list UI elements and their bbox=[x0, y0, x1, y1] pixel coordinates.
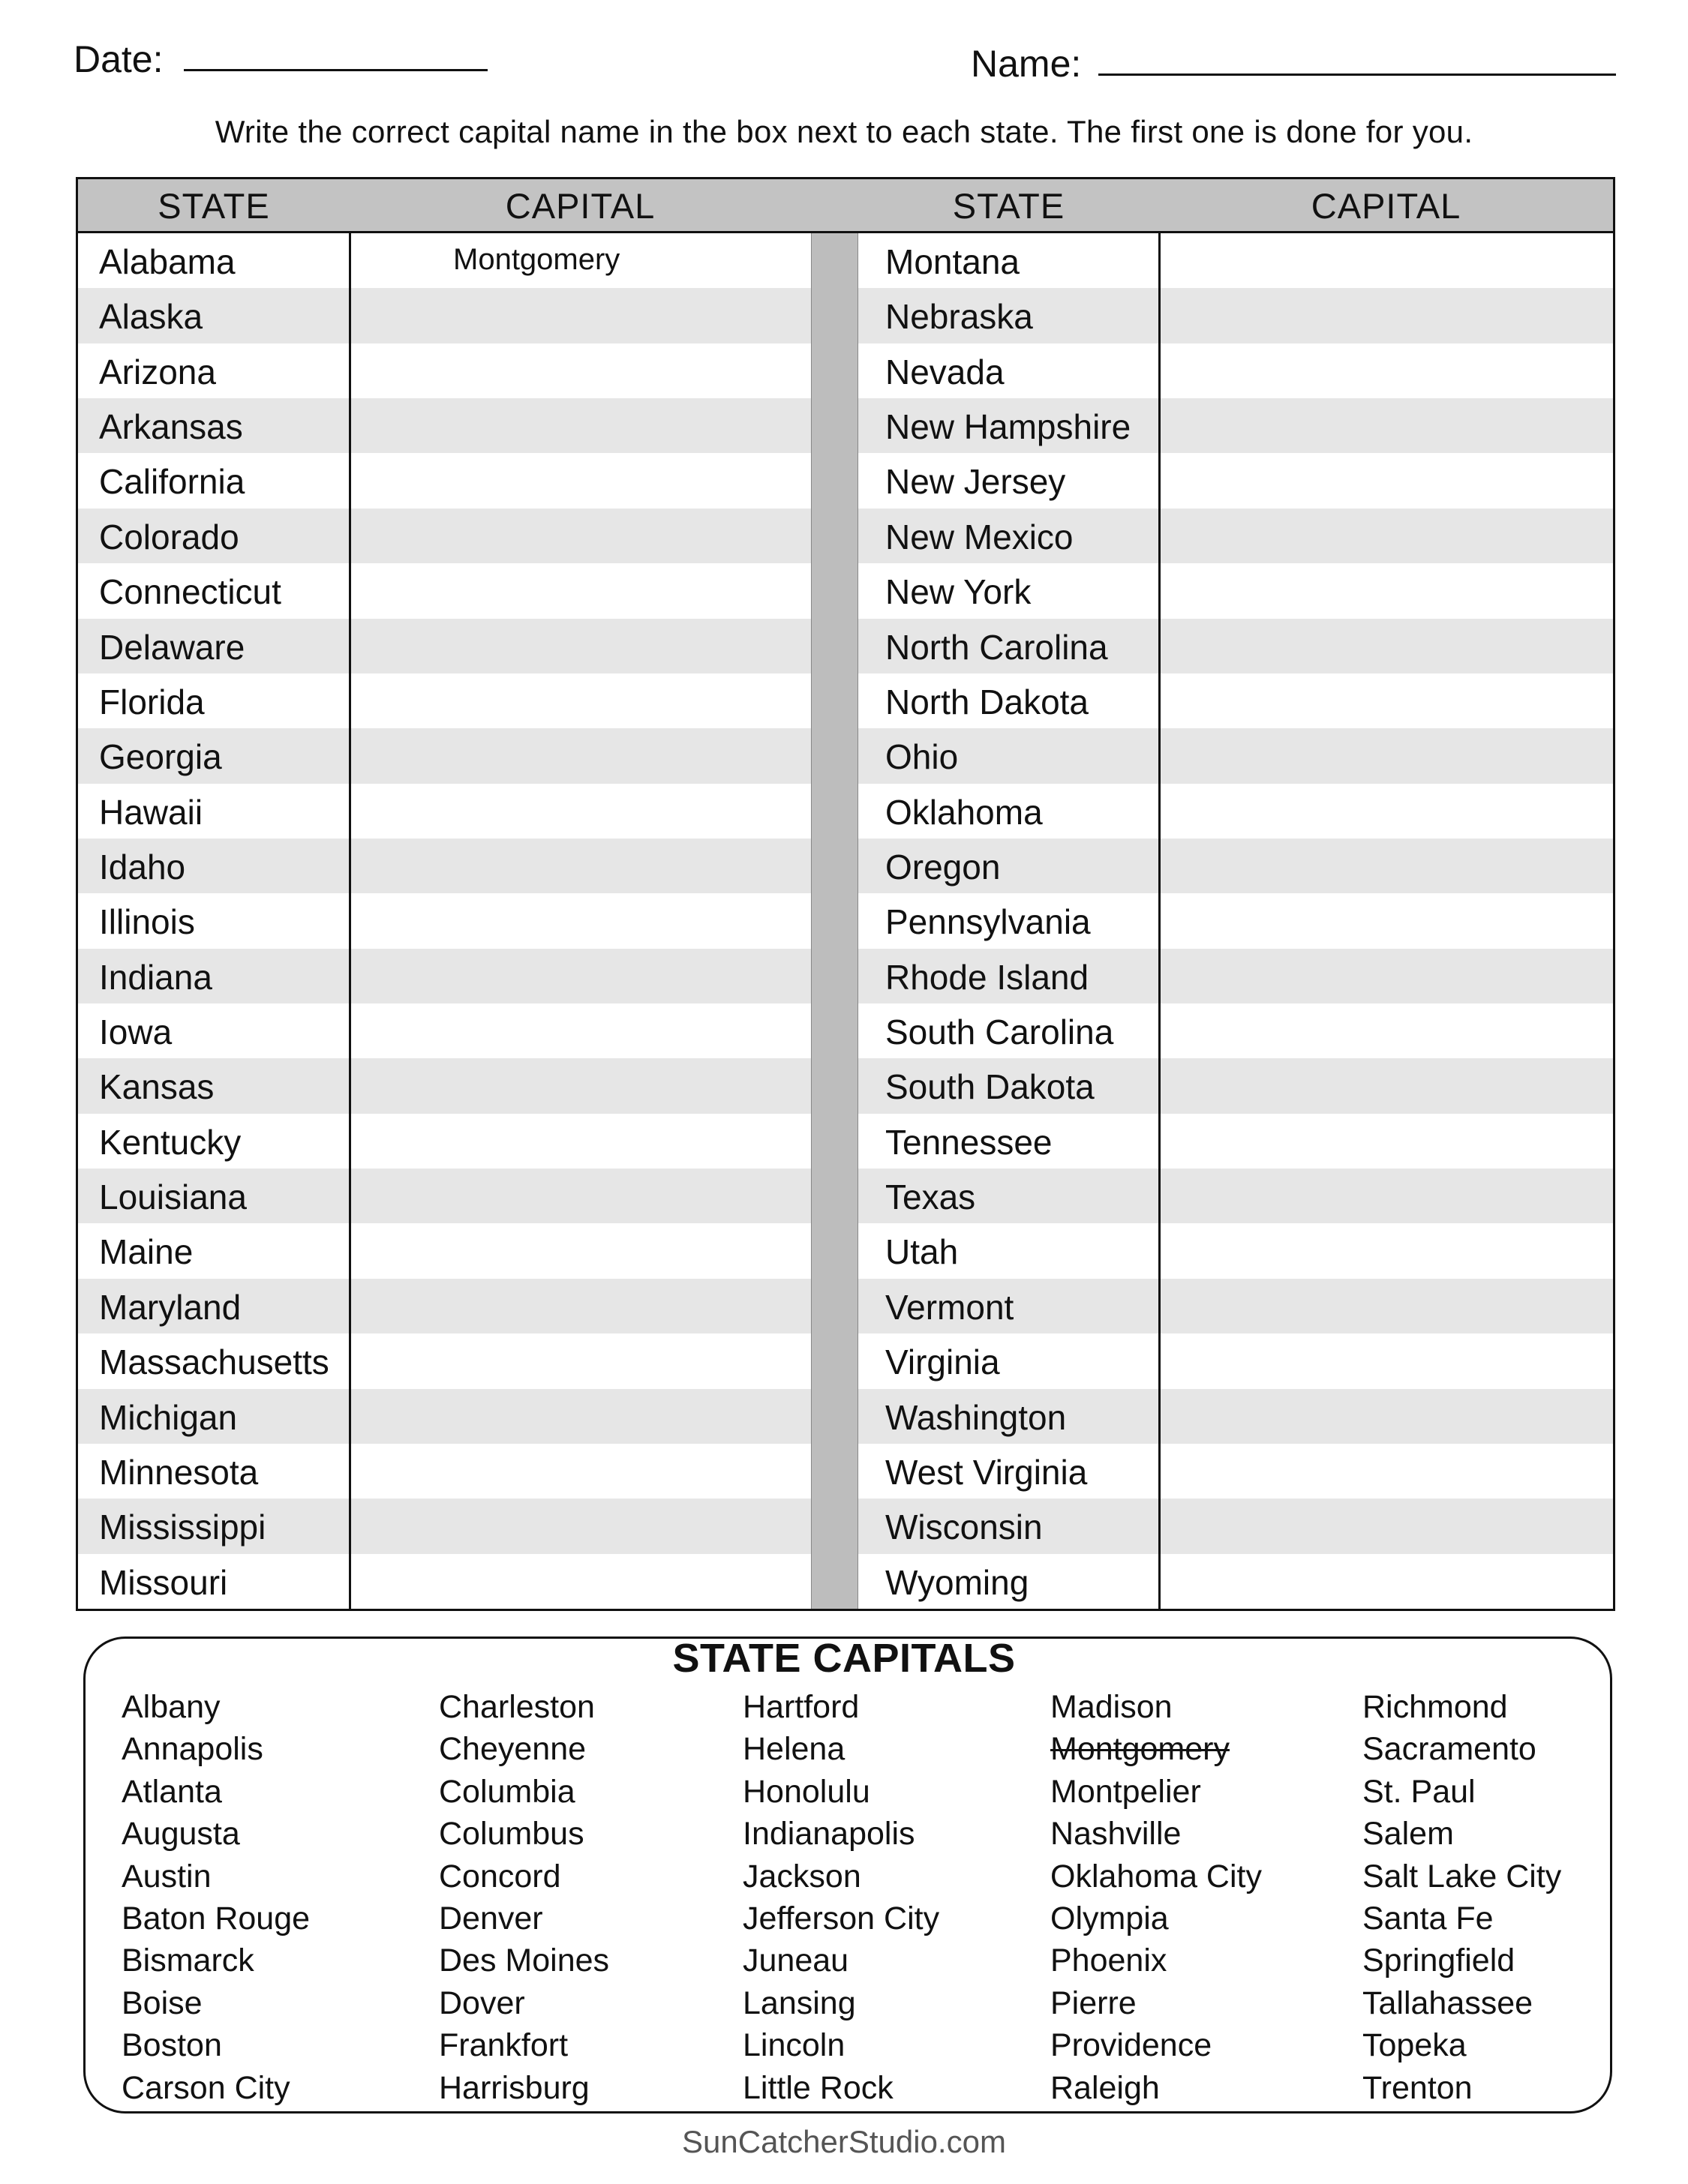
word-bank-item: St. Paul bbox=[1362, 1773, 1476, 1810]
table-row bbox=[78, 893, 811, 948]
table-row bbox=[858, 1554, 1613, 1609]
word-bank-item: Juneau bbox=[743, 1942, 849, 1979]
state-name: Maine bbox=[99, 1232, 194, 1272]
word-bank-column bbox=[439, 1686, 609, 2109]
state-name: California bbox=[99, 462, 245, 502]
state-name: Ohio bbox=[885, 737, 959, 777]
table-row bbox=[78, 1114, 811, 1168]
state-name: Alabama bbox=[99, 242, 236, 281]
table-row bbox=[78, 1389, 811, 1444]
word-bank-item: Columbus bbox=[439, 1816, 584, 1852]
column-header-capital-right: CAPITAL bbox=[1311, 186, 1461, 226]
state-name: Idaho bbox=[99, 847, 186, 886]
word-bank-item: Atlanta bbox=[122, 1773, 222, 1810]
state-name: Iowa bbox=[99, 1012, 173, 1052]
word-bank-column bbox=[122, 1686, 310, 2109]
word-bank-item: Frankfort bbox=[439, 2027, 569, 2064]
table-row bbox=[78, 728, 811, 783]
column-divider bbox=[1158, 233, 1161, 1609]
word-bank-item: Baton Rouge bbox=[122, 1900, 311, 1936]
state-name: Oklahoma bbox=[885, 792, 1043, 832]
table-row bbox=[78, 838, 811, 893]
table-row bbox=[858, 619, 1613, 674]
state-name: Montana bbox=[885, 242, 1020, 281]
state-name: Nevada bbox=[885, 352, 1005, 392]
table-row bbox=[78, 508, 811, 563]
column-header-state-right: STATE bbox=[952, 186, 1065, 226]
state-name: Illinois bbox=[99, 902, 195, 942]
table-row bbox=[858, 1004, 1613, 1058]
table-row bbox=[78, 344, 811, 398]
state-name: Indiana bbox=[99, 957, 212, 997]
word-bank-item: Olympia bbox=[1050, 1900, 1169, 1936]
state-name: Massachusetts bbox=[99, 1342, 329, 1382]
state-name: Minnesota bbox=[99, 1452, 259, 1492]
name-input-line[interactable] bbox=[1098, 74, 1616, 76]
state-name: Oregon bbox=[885, 847, 1001, 886]
capital-answer-box[interactable]: Montgomery bbox=[453, 243, 620, 276]
word-bank-item: Honolulu bbox=[743, 1773, 870, 1810]
state-name: Kansas bbox=[99, 1067, 215, 1107]
word-bank-item: Salem bbox=[1362, 1816, 1454, 1852]
state-name: Nebraska bbox=[885, 297, 1033, 337]
state-name: Utah bbox=[885, 1232, 959, 1272]
word-bank-item: Tallahassee bbox=[1362, 1984, 1533, 2021]
date-label: Date: bbox=[74, 38, 164, 80]
word-bank-item: Raleigh bbox=[1050, 2069, 1160, 2106]
table-row bbox=[78, 398, 811, 453]
table-row bbox=[78, 563, 811, 618]
word-bank-item: Augusta bbox=[122, 1816, 240, 1852]
state-name: New Hampshire bbox=[885, 407, 1131, 447]
table-row bbox=[78, 1554, 811, 1609]
table-row bbox=[858, 398, 1613, 453]
table-row bbox=[858, 1498, 1613, 1553]
right-state-list bbox=[858, 233, 1613, 1609]
name-label: Name: bbox=[971, 43, 1082, 85]
state-name: Florida bbox=[99, 682, 205, 722]
state-capital-table bbox=[76, 177, 1615, 1611]
word-bank-item: Cheyenne bbox=[439, 1731, 587, 1768]
column-header-capital-left: CAPITAL bbox=[505, 186, 656, 226]
word-bank-column bbox=[1362, 1686, 1561, 2109]
table-row bbox=[78, 1058, 811, 1113]
state-name: Pennsylvania bbox=[885, 902, 1091, 942]
state-name: Texas bbox=[885, 1178, 976, 1217]
state-name: Wisconsin bbox=[885, 1508, 1043, 1547]
state-name: Colorado bbox=[99, 517, 239, 556]
table-row bbox=[858, 728, 1613, 783]
state-name: Connecticut bbox=[99, 572, 281, 612]
table-gutter bbox=[811, 233, 858, 1609]
state-name: Washington bbox=[885, 1397, 1067, 1437]
table-row bbox=[858, 784, 1613, 838]
word-bank-item: Austin bbox=[122, 1858, 212, 1894]
state-name: New Mexico bbox=[885, 517, 1074, 556]
word-bank-item: Madison bbox=[1050, 1689, 1173, 1725]
word-bank-title: STATE CAPITALS bbox=[672, 1636, 1016, 1681]
word-bank-item: Jefferson City bbox=[743, 1900, 940, 1936]
state-name: Vermont bbox=[885, 1287, 1014, 1327]
table-row bbox=[858, 344, 1613, 398]
state-name: Arkansas bbox=[99, 407, 243, 447]
word-bank-item: Topeka bbox=[1362, 2027, 1467, 2064]
word-bank-column bbox=[1050, 1686, 1262, 2109]
table-row bbox=[858, 1444, 1613, 1498]
instructions: Write the correct capital name in the box next to each state. The first one is done for you. bbox=[215, 114, 1473, 149]
table-row bbox=[858, 1389, 1613, 1444]
word-bank-item: Phoenix bbox=[1050, 1942, 1167, 1979]
state-name: North Dakota bbox=[885, 682, 1089, 722]
table-row bbox=[78, 619, 811, 674]
state-name: Rhode Island bbox=[885, 957, 1089, 997]
table-row bbox=[78, 1334, 811, 1388]
table-row bbox=[858, 288, 1613, 343]
word-bank-item: Columbia bbox=[439, 1773, 575, 1810]
word-bank-item: Concord bbox=[439, 1858, 561, 1894]
word-bank-item: Jackson bbox=[743, 1858, 861, 1894]
state-name: Virginia bbox=[885, 1342, 1000, 1382]
word-bank-item: Salt Lake City bbox=[1362, 1858, 1562, 1894]
table-row bbox=[78, 453, 811, 508]
word-bank-item: Little Rock bbox=[743, 2069, 894, 2106]
state-name: Georgia bbox=[99, 737, 222, 777]
state-name: Delaware bbox=[99, 627, 245, 667]
state-name: North Carolina bbox=[885, 627, 1108, 667]
table-row bbox=[858, 453, 1613, 508]
word-bank-column bbox=[743, 1686, 939, 2109]
state-name: Tennessee bbox=[885, 1122, 1053, 1162]
word-bank-item: Harrisburg bbox=[439, 2069, 590, 2106]
table-row bbox=[858, 508, 1613, 563]
table-row bbox=[78, 784, 811, 838]
date-input-line[interactable] bbox=[184, 69, 488, 71]
state-name: New York bbox=[885, 572, 1032, 612]
state-name: Maryland bbox=[99, 1287, 242, 1327]
table-row bbox=[78, 1223, 811, 1278]
footer-site-credit: SunCatcherStudio.com bbox=[682, 2124, 1006, 2159]
word-bank-item: Dover bbox=[439, 1984, 525, 2021]
word-bank-item: Springfield bbox=[1362, 1942, 1515, 1979]
table-row bbox=[78, 1279, 811, 1334]
word-bank-item: Boise bbox=[122, 1984, 203, 2021]
table-row bbox=[858, 563, 1613, 618]
word-bank-item: Oklahoma City bbox=[1050, 1858, 1262, 1894]
state-name: West Virginia bbox=[885, 1452, 1088, 1492]
table-row bbox=[858, 1223, 1613, 1278]
word-bank-item: Nashville bbox=[1050, 1816, 1182, 1852]
table-row bbox=[78, 674, 811, 728]
word-bank-item: Indianapolis bbox=[743, 1816, 915, 1852]
table-row bbox=[858, 1058, 1613, 1113]
word-bank-item: Lincoln bbox=[743, 2027, 846, 2064]
word-bank-item: Pierre bbox=[1050, 1984, 1137, 2021]
column-divider bbox=[349, 233, 351, 1609]
word-bank-item: Boston bbox=[122, 2027, 222, 2064]
table-row bbox=[78, 1168, 811, 1223]
state-name: South Dakota bbox=[885, 1067, 1095, 1107]
word-bank-item: Bismarck bbox=[122, 1942, 254, 1979]
word-bank-item: Charleston bbox=[439, 1689, 595, 1725]
column-header-state-left: STATE bbox=[158, 186, 270, 226]
word-bank-item-used: Montgomery bbox=[1050, 1731, 1230, 1768]
state-name: South Carolina bbox=[885, 1012, 1114, 1052]
table-row bbox=[858, 1279, 1613, 1334]
table-row bbox=[858, 233, 1613, 288]
word-bank-item: Albany bbox=[122, 1689, 221, 1725]
word-bank-item: Annapolis bbox=[122, 1731, 263, 1768]
word-bank-item: Richmond bbox=[1362, 1689, 1508, 1725]
table-row bbox=[78, 1004, 811, 1058]
word-bank-item: Denver bbox=[439, 1900, 543, 1936]
table-row bbox=[78, 288, 811, 343]
table-row bbox=[78, 949, 811, 1004]
table-row bbox=[858, 674, 1613, 728]
word-bank-item: Helena bbox=[743, 1731, 846, 1768]
word-bank-item: Hartford bbox=[743, 1689, 860, 1725]
state-name: Louisiana bbox=[99, 1178, 247, 1217]
word-bank-item: Providence bbox=[1050, 2027, 1212, 2064]
left-state-list bbox=[78, 233, 811, 1609]
table-row bbox=[858, 838, 1613, 893]
table-row bbox=[858, 1334, 1613, 1388]
state-name: Alaska bbox=[99, 297, 203, 337]
word-bank-item: Santa Fe bbox=[1362, 1900, 1494, 1936]
word-bank-item: Montpelier bbox=[1050, 1773, 1201, 1810]
state-name: Michigan bbox=[99, 1397, 238, 1437]
word-bank-item: Lansing bbox=[743, 1984, 856, 2021]
state-name: Arizona bbox=[99, 352, 216, 392]
state-name: Hawaii bbox=[99, 792, 203, 832]
table-row bbox=[78, 1444, 811, 1498]
table-header bbox=[78, 179, 1613, 233]
state-name: Wyoming bbox=[885, 1562, 1029, 1602]
table-row bbox=[858, 893, 1613, 948]
state-name: Missouri bbox=[99, 1562, 228, 1602]
word-bank-item: Carson City bbox=[122, 2069, 290, 2106]
table-row bbox=[858, 949, 1613, 1004]
state-name: Kentucky bbox=[99, 1122, 242, 1162]
table-row bbox=[858, 1114, 1613, 1168]
state-name: New Jersey bbox=[885, 462, 1066, 502]
word-bank-item: Trenton bbox=[1362, 2069, 1473, 2106]
state-name: Mississippi bbox=[99, 1508, 266, 1547]
table-row bbox=[858, 1168, 1613, 1223]
table-row bbox=[78, 233, 811, 288]
word-bank-item: Des Moines bbox=[439, 1942, 610, 1979]
table-row bbox=[78, 1498, 811, 1553]
word-bank-item: Sacramento bbox=[1362, 1731, 1536, 1768]
